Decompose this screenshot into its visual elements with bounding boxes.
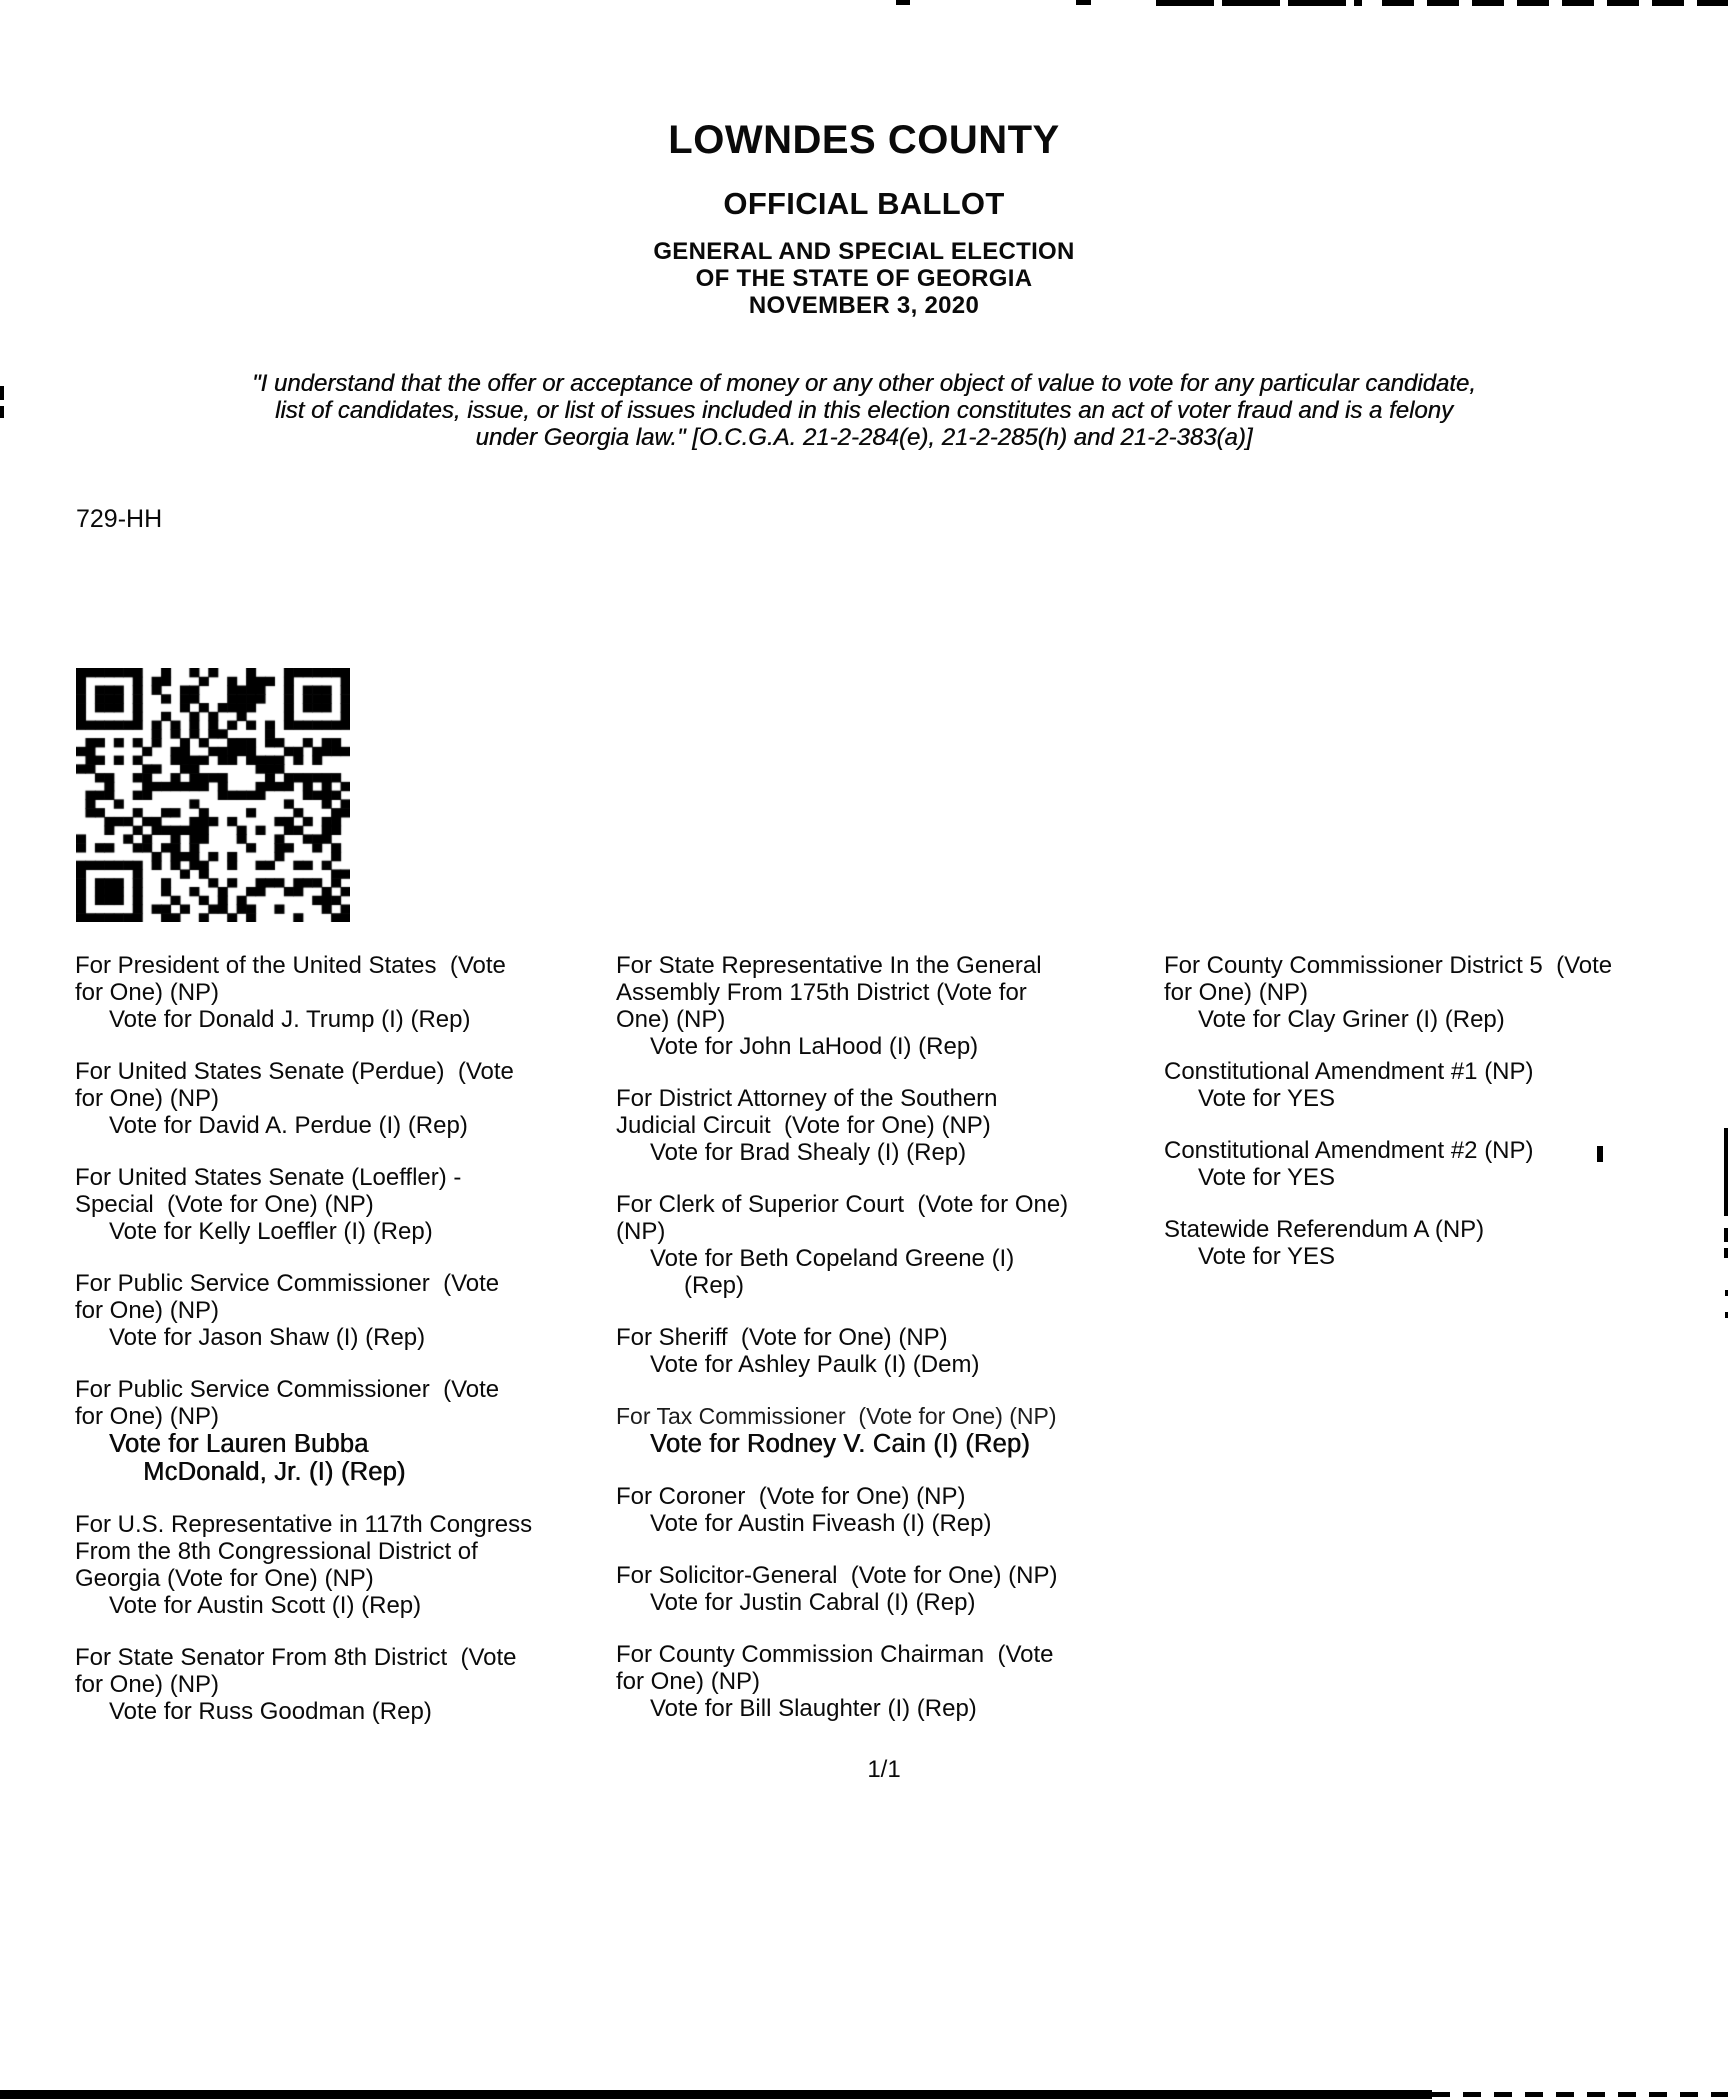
ballot-title: OFFICIAL BALLOT [723, 186, 1005, 221]
contest-block [616, 1403, 1152, 1458]
contest-title-line: One) (NP) [616, 1006, 726, 1033]
contest-block [1164, 1058, 1728, 1112]
contest-title [616, 1403, 1152, 1430]
contest-vote-selection [1164, 1085, 1728, 1112]
contest-vote-selection [1164, 1006, 1728, 1033]
contest-block [75, 1058, 591, 1139]
contest-column-1 [75, 952, 591, 1750]
voter-fraud-notice [0, 370, 1728, 451]
contest-title-line: for One) (NP) [75, 1085, 220, 1112]
contest-title-line: Constitutional Amendment #2 (NP) [1164, 1137, 1534, 1164]
scan-artifact-bottom-bar [0, 2090, 1432, 2099]
contest-title-line: Constitutional Amendment #1 (NP) [1164, 1058, 1534, 1085]
contest-vote-selection [75, 1430, 591, 1486]
contest-title-line: for One) (NP) [75, 979, 220, 1006]
vote-selection-line: Vote for Austin Fiveash (I) (Rep) [650, 1510, 992, 1537]
vote-selection-line: Vote for Austin Scott (I) (Rep) [109, 1592, 422, 1619]
vote-selection-line: Vote for Justin Cabral (I) (Rep) [650, 1589, 976, 1616]
vote-selection-line: Vote for YES [1198, 1243, 1335, 1270]
contest-title [1164, 1058, 1728, 1085]
scan-artifact-top-dash [1156, 0, 1362, 6]
contest-title-line: For State Senator From 8th District (Vote [75, 1644, 517, 1671]
contest-title-line: For County Commission Chairman (Vote [616, 1641, 1054, 1668]
contest-title-line: For United States Senate (Perdue) (Vote [75, 1058, 514, 1085]
contest-title-line: For President of the United States (Vote [75, 952, 506, 979]
contest-title [1164, 952, 1728, 1006]
election-title [0, 238, 1728, 319]
voter-fraud-notice-line: under Georgia law." [O.C.G.A. 21-2-284(e), 21-2-285(h) and 21-2-383(a)] [475, 424, 1253, 451]
contest-title-line: for One) (NP) [1164, 979, 1309, 1006]
contest-title-line: For Tax Commissioner (Vote for One) (NP) [616, 1403, 1057, 1429]
scan-artifact-top-dash [896, 0, 910, 5]
vote-selection-line: Vote for John LaHood (I) (Rep) [650, 1033, 979, 1060]
contest-title-line: For U.S. Representative in 117th Congress [75, 1511, 533, 1538]
contest-title-line: For County Commissioner District 5 (Vote [1164, 952, 1613, 979]
contest-block [75, 1376, 591, 1486]
vote-selection-line: Vote for David A. Perdue (I) (Rep) [109, 1112, 468, 1139]
contest-title [616, 1324, 1152, 1351]
contest-block [616, 1324, 1152, 1378]
vote-selection-line: (Rep) [684, 1272, 745, 1299]
vote-selection-line: Vote for Jason Shaw (I) (Rep) [109, 1324, 426, 1351]
contest-vote-selection [75, 1698, 591, 1725]
contest-title-line: for One) (NP) [616, 1668, 761, 1695]
contest-title [75, 1270, 591, 1324]
contest-title-line: Statewide Referendum A (NP) [1164, 1216, 1485, 1243]
contest-vote-selection [616, 1351, 1152, 1378]
contest-vote-selection [616, 1245, 1152, 1299]
contest-vote-selection [1164, 1164, 1728, 1191]
contest-title-line: Georgia (Vote for One) (NP) [75, 1565, 374, 1592]
voter-fraud-notice-line: list of candidates, issue, or list of issues included in this election constitutes an act of voter fraud and is a felony [275, 397, 1453, 424]
contest-vote-selection [616, 1589, 1152, 1616]
scan-artifact-top-dash [1382, 0, 1728, 6]
contest-vote-selection [616, 1033, 1152, 1060]
county-name: LOWNDES COUNTY [668, 118, 1060, 162]
contest-block [75, 1164, 591, 1245]
vote-selection-line: Vote for Ashley Paulk (I) (Dem) [650, 1351, 980, 1378]
contest-title-line: For Public Service Commissioner (Vote [75, 1376, 500, 1403]
contest-title [1164, 1137, 1728, 1164]
contest-block [616, 1085, 1152, 1166]
vote-selection-line: Vote for Rodney V. Cain (I) (Rep) [650, 1430, 1030, 1458]
contest-block [75, 1511, 591, 1619]
contest-column-3 [1164, 952, 1728, 1295]
contest-block [616, 1562, 1152, 1616]
page-number: 1/1 [867, 1756, 901, 1783]
vote-selection-line: Vote for Clay Griner (I) (Rep) [1198, 1006, 1505, 1033]
contest-block [616, 1483, 1152, 1537]
contest-block [75, 1644, 591, 1725]
contest-title-line: Assembly From 175th District (Vote for [616, 979, 1027, 1006]
vote-selection-line: Vote for YES [1198, 1164, 1335, 1191]
contest-title [75, 1644, 591, 1698]
contest-title-line: for One) (NP) [75, 1671, 220, 1698]
contest-vote-selection [75, 1006, 591, 1033]
voter-fraud-notice-line: "I understand that the offer or acceptance of money or any other object of value to vote for any particular candidate, [252, 370, 1476, 397]
election-title-line: GENERAL AND SPECIAL ELECTION [653, 238, 1075, 265]
contest-title [1164, 1216, 1728, 1243]
contest-title-line: For Public Service Commissioner (Vote [75, 1270, 500, 1297]
contest-block [616, 1641, 1152, 1722]
contest-title [616, 1085, 1152, 1139]
contest-vote-selection [616, 1510, 1152, 1537]
contest-vote-selection [1164, 1243, 1728, 1270]
vote-selection-line: Vote for YES [1198, 1085, 1335, 1112]
qr-code [76, 668, 350, 922]
contest-title-line: For United States Senate (Loeffler) - [75, 1164, 462, 1191]
contest-title-line: For Clerk of Superior Court (Vote for One) [616, 1191, 1069, 1218]
vote-selection-line: Vote for Donald J. Trump (I) (Rep) [109, 1006, 471, 1033]
contest-title [75, 952, 591, 1006]
scan-artifact-bottom-bar [1432, 2092, 1728, 2097]
contest-title [616, 1483, 1152, 1510]
contest-title-line: (NP) [616, 1218, 666, 1245]
vote-selection-line: Vote for Bill Slaughter (I) (Rep) [650, 1695, 977, 1722]
contest-title-line: For Sheriff (Vote for One) (NP) [616, 1324, 948, 1351]
contest-title-line: For District Attorney of the Southern [616, 1085, 998, 1112]
scan-artifact-top-dash [1076, 0, 1091, 5]
contest-title-line: for One) (NP) [75, 1297, 220, 1324]
contest-title-line: For Coroner (Vote for One) (NP) [616, 1483, 966, 1510]
contest-vote-selection [75, 1112, 591, 1139]
contest-vote-selection [616, 1139, 1152, 1166]
contest-title-line: Judicial Circuit (Vote for One) (NP) [616, 1112, 991, 1139]
contest-column-2 [616, 952, 1152, 1747]
contest-title-line: Special (Vote for One) (NP) [75, 1191, 374, 1218]
contest-title-line: for One) (NP) [75, 1403, 220, 1430]
contest-block [75, 1270, 591, 1351]
contest-title [75, 1164, 591, 1218]
contest-vote-selection [616, 1430, 1152, 1458]
contest-vote-selection [75, 1218, 591, 1245]
election-title-line: NOVEMBER 3, 2020 [748, 292, 980, 319]
contest-title [75, 1376, 591, 1430]
contest-title-line: From the 8th Congressional District of [75, 1538, 478, 1565]
vote-selection-line: Vote for Russ Goodman (Rep) [109, 1698, 432, 1725]
contest-title [616, 952, 1152, 1033]
vote-selection-line: Vote for Kelly Loeffler (I) (Rep) [109, 1218, 433, 1245]
vote-selection-line: Vote for Lauren Bubba [109, 1430, 369, 1458]
contest-title [75, 1058, 591, 1112]
contest-title-line: For Solicitor-General (Vote for One) (NP) [616, 1562, 1058, 1589]
ballot-style-code: 729-HH [76, 505, 163, 533]
contest-title [616, 1641, 1152, 1695]
contest-block [1164, 1216, 1728, 1270]
contest-title [616, 1562, 1152, 1589]
contest-block [616, 1191, 1152, 1299]
contest-title [616, 1191, 1152, 1245]
vote-selection-line: Vote for Brad Shealy (I) (Rep) [650, 1139, 967, 1166]
vote-selection-line: McDonald, Jr. (I) (Rep) [143, 1458, 406, 1486]
contest-title [75, 1511, 591, 1592]
contest-block [1164, 952, 1728, 1033]
contest-vote-selection [616, 1695, 1152, 1722]
contest-vote-selection [75, 1324, 591, 1351]
election-title-line: OF THE STATE OF GEORGIA [695, 265, 1033, 292]
vote-selection-line: Vote for Beth Copeland Greene (I) [650, 1245, 1015, 1272]
contest-block [616, 952, 1152, 1060]
contest-block [75, 952, 591, 1033]
contest-block [1164, 1137, 1728, 1191]
contest-title-line: For State Representative In the General [616, 952, 1042, 979]
contest-vote-selection [75, 1592, 591, 1619]
